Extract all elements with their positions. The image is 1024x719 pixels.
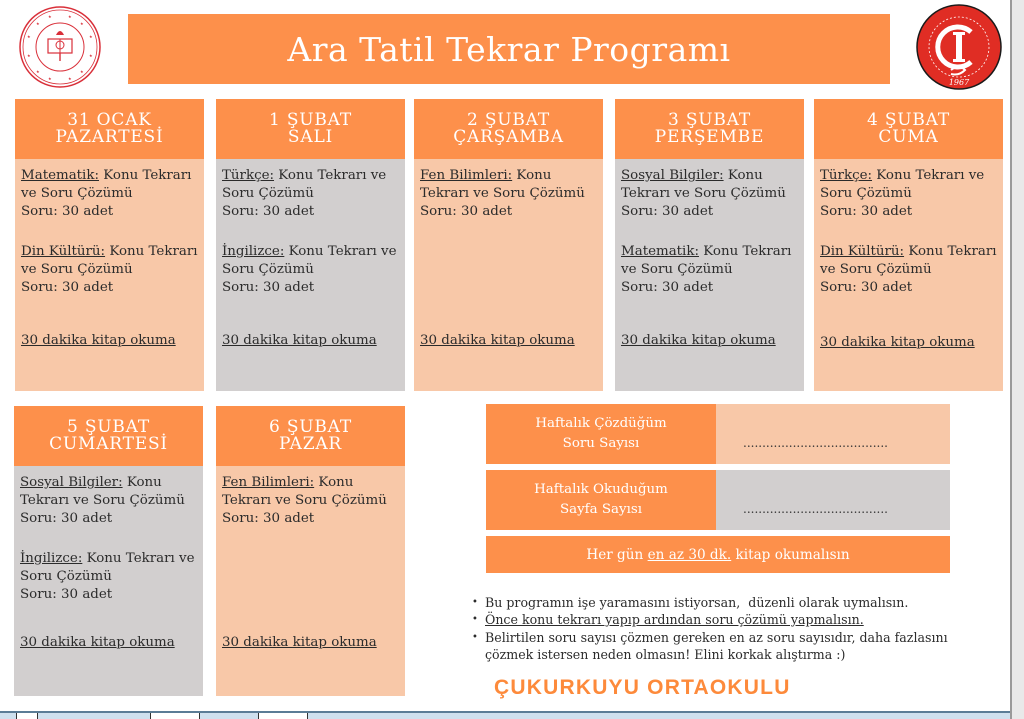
day-card-body xyxy=(615,159,804,391)
svg-text:★: ★ xyxy=(80,21,84,26)
day-date: 3 ŞUBAT xyxy=(668,110,751,130)
study-task xyxy=(21,243,199,297)
day-card-body xyxy=(15,159,204,391)
day-card-body xyxy=(216,466,405,696)
task-description: Konu Tekrarı ve Soru Çözümü xyxy=(20,475,185,508)
day-card-header xyxy=(14,406,203,466)
day-weekday: CUMARTESİ xyxy=(49,434,168,454)
task-subject: Sosyal Bilgiler: xyxy=(621,168,724,183)
day-date: 31 OCAK xyxy=(67,110,152,130)
task-question-count: Soru: 30 adet xyxy=(21,204,114,219)
weekly-read-blank: ...................................... xyxy=(743,502,888,516)
day-card xyxy=(414,99,603,391)
study-task xyxy=(222,167,400,221)
school-name: ÇUKURKUYU ORTAOKULU xyxy=(494,676,791,699)
svg-text:★: ★ xyxy=(68,14,72,19)
study-task xyxy=(20,550,198,604)
task-subject: Matematik: xyxy=(21,168,99,183)
task-question-count: Soru: 30 adet xyxy=(820,280,913,295)
weekly-solved-field[interactable] xyxy=(716,404,950,464)
study-task xyxy=(621,167,799,221)
task-description: Konu Tekrarı ve Soru Çözümü xyxy=(820,244,997,277)
day-date: 1 ŞUBAT xyxy=(269,110,352,130)
study-task xyxy=(222,243,400,297)
title-banner xyxy=(128,14,890,84)
page-title: Ara Tatil Tekrar Programı xyxy=(287,29,731,69)
study-task xyxy=(222,474,400,528)
day-card-header xyxy=(15,99,204,159)
weekly-solved-label-line2: Soru Sayısı xyxy=(562,436,640,451)
svg-text:★: ★ xyxy=(36,21,40,26)
day-weekday: CUMA xyxy=(878,127,939,147)
day-card-header xyxy=(615,99,804,159)
day-weekday: ÇARŞAMBA xyxy=(453,127,564,147)
task-question-count: Soru: 30 adet xyxy=(621,280,714,295)
weekly-solved-blank: ...................................... xyxy=(743,436,888,450)
day-card-header xyxy=(414,99,603,159)
day-weekday: SALI xyxy=(287,127,334,147)
task-subject: Din Kültürü: xyxy=(820,244,905,259)
notes-list xyxy=(470,594,970,664)
task-question-count: Soru: 30 adet xyxy=(222,280,315,295)
study-task xyxy=(820,243,998,297)
day-card xyxy=(15,99,204,391)
daily-reading-emphasis: en az 30 dk. xyxy=(647,546,732,563)
task-subject: Matematik: xyxy=(621,244,699,259)
task-subject: Fen Bilimleri: xyxy=(222,475,315,490)
task-description: Konu Tekrarı ve Soru Çözümü xyxy=(21,244,198,277)
ministry-seal-logo xyxy=(14,5,106,89)
task-description: Konu Tekrarı ve Soru Çözümü xyxy=(21,168,192,201)
day-card xyxy=(216,99,405,391)
daily-reading-before: Her gün xyxy=(586,546,648,563)
task-description: Konu Tekrarı ve Soru Çözümü xyxy=(222,168,387,201)
day-date: 5 ŞUBAT xyxy=(67,417,150,437)
weekly-solved-label xyxy=(486,404,716,464)
day-weekday: PERŞEMBE xyxy=(654,127,765,147)
day-card xyxy=(216,406,405,696)
day-card xyxy=(615,99,804,391)
day-card-body xyxy=(216,159,405,391)
weekly-read-label-line1: Haftalık Okuduğum xyxy=(534,482,668,497)
study-task xyxy=(621,243,799,297)
day-date: 6 ŞUBAT xyxy=(269,417,352,437)
task-description: Konu Tekrarı ve Soru Çözümü xyxy=(621,244,792,277)
reading-task: 30 dakika kitap okuma xyxy=(420,333,575,348)
weekly-solved-label-line1: Haftalık Çözdüğüm xyxy=(535,416,667,431)
weekly-read-label xyxy=(486,470,716,530)
reading-task: 30 dakika kitap okuma xyxy=(621,333,776,348)
svg-text:★: ★ xyxy=(27,34,31,39)
day-date: 4 ŞUBAT xyxy=(867,110,950,130)
svg-text:★: ★ xyxy=(36,69,40,74)
svg-text:★: ★ xyxy=(68,76,72,81)
task-subject: Fen Bilimleri: xyxy=(420,168,513,183)
svg-text:★: ★ xyxy=(48,14,52,19)
study-task xyxy=(420,167,598,221)
task-subject: İngilizce: xyxy=(20,551,83,566)
weekly-read-row xyxy=(486,470,950,530)
task-description: Konu Tekrarı ve Soru Çözümü xyxy=(820,168,985,201)
school-logo xyxy=(913,4,1005,90)
daily-reading-banner xyxy=(486,536,950,573)
task-question-count: Soru: 30 adet xyxy=(621,204,714,219)
note-item xyxy=(470,629,970,664)
weekly-read-field[interactable] xyxy=(716,470,950,530)
day-card-body xyxy=(814,159,1003,391)
task-question-count: Soru: 30 adet xyxy=(820,204,913,219)
svg-text:★: ★ xyxy=(80,69,84,74)
task-subject: Türkçe: xyxy=(820,168,873,183)
day-weekday: PAZARTESİ xyxy=(55,127,164,147)
svg-text:★: ★ xyxy=(89,34,93,39)
day-card xyxy=(14,406,203,696)
study-task xyxy=(20,474,198,528)
day-card-header xyxy=(216,406,405,466)
task-question-count: Soru: 30 adet xyxy=(222,511,315,526)
task-question-count: Soru: 30 adet xyxy=(20,587,113,602)
task-description: Konu Tekrarı ve Soru Çözümü xyxy=(222,475,387,508)
task-description: Konu Tekrarı ve Soru Çözümü xyxy=(420,168,585,201)
task-question-count: Soru: 30 adet xyxy=(420,204,513,219)
reading-task: 30 dakika kitap okuma xyxy=(222,333,377,348)
study-task xyxy=(21,167,199,221)
task-question-count: Soru: 30 adet xyxy=(20,511,113,526)
svg-text:★: ★ xyxy=(89,53,93,58)
weekly-solved-row xyxy=(486,404,950,464)
note-text: Önce konu tekrarı yapıp ardından soru çözümü yapmalısın. xyxy=(485,612,864,628)
day-card-header xyxy=(216,99,405,159)
task-description: Konu Tekrarı ve Soru Çözümü xyxy=(20,551,195,584)
reading-task: 30 dakika kitap okuma xyxy=(20,635,175,650)
note-text: Bu programın işe yaramasını istiyorsan, düzenli olarak uymalısın. xyxy=(485,595,909,610)
task-description: Konu Tekrarı ve Soru Çözümü xyxy=(621,168,786,201)
task-subject: Din Kültürü: xyxy=(21,244,106,259)
reading-task: 30 dakika kitap okuma xyxy=(222,635,377,650)
note-item xyxy=(470,611,970,628)
study-task xyxy=(820,167,998,221)
window-right-edge xyxy=(1010,0,1024,719)
task-description: Konu Tekrarı ve Soru Çözümü xyxy=(222,244,397,277)
day-weekday: PAZAR xyxy=(278,434,343,454)
reading-task: 30 dakika kitap okuma xyxy=(820,335,975,350)
svg-text:★: ★ xyxy=(27,53,31,58)
day-card-header xyxy=(814,99,1003,159)
task-question-count: Soru: 30 adet xyxy=(21,280,114,295)
task-subject: Türkçe: xyxy=(222,168,275,183)
note-item xyxy=(470,594,970,611)
day-card-body xyxy=(14,466,203,696)
school-logo-year: 1967 xyxy=(948,78,970,87)
taskbar-strip xyxy=(0,711,1010,719)
daily-reading-after: kitap okumalısın xyxy=(731,546,850,563)
weekly-read-label-line2: Sayfa Sayısı xyxy=(559,502,643,517)
task-question-count: Soru: 30 adet xyxy=(222,204,315,219)
day-card xyxy=(814,99,1003,391)
svg-text:★: ★ xyxy=(48,76,52,81)
task-subject: Sosyal Bilgiler: xyxy=(20,475,123,490)
task-subject: İngilizce: xyxy=(222,244,285,259)
reading-task: 30 dakika kitap okuma xyxy=(21,333,176,348)
day-card-body xyxy=(414,159,603,391)
note-text: Belirtilen soru sayısı çözmen gereken en az soru sayısıdır, daha fazlasını çözmek istersen neden olmasın! Elini korkak alıştırma :) xyxy=(485,629,948,663)
day-date: 2 ŞUBAT xyxy=(467,110,550,130)
